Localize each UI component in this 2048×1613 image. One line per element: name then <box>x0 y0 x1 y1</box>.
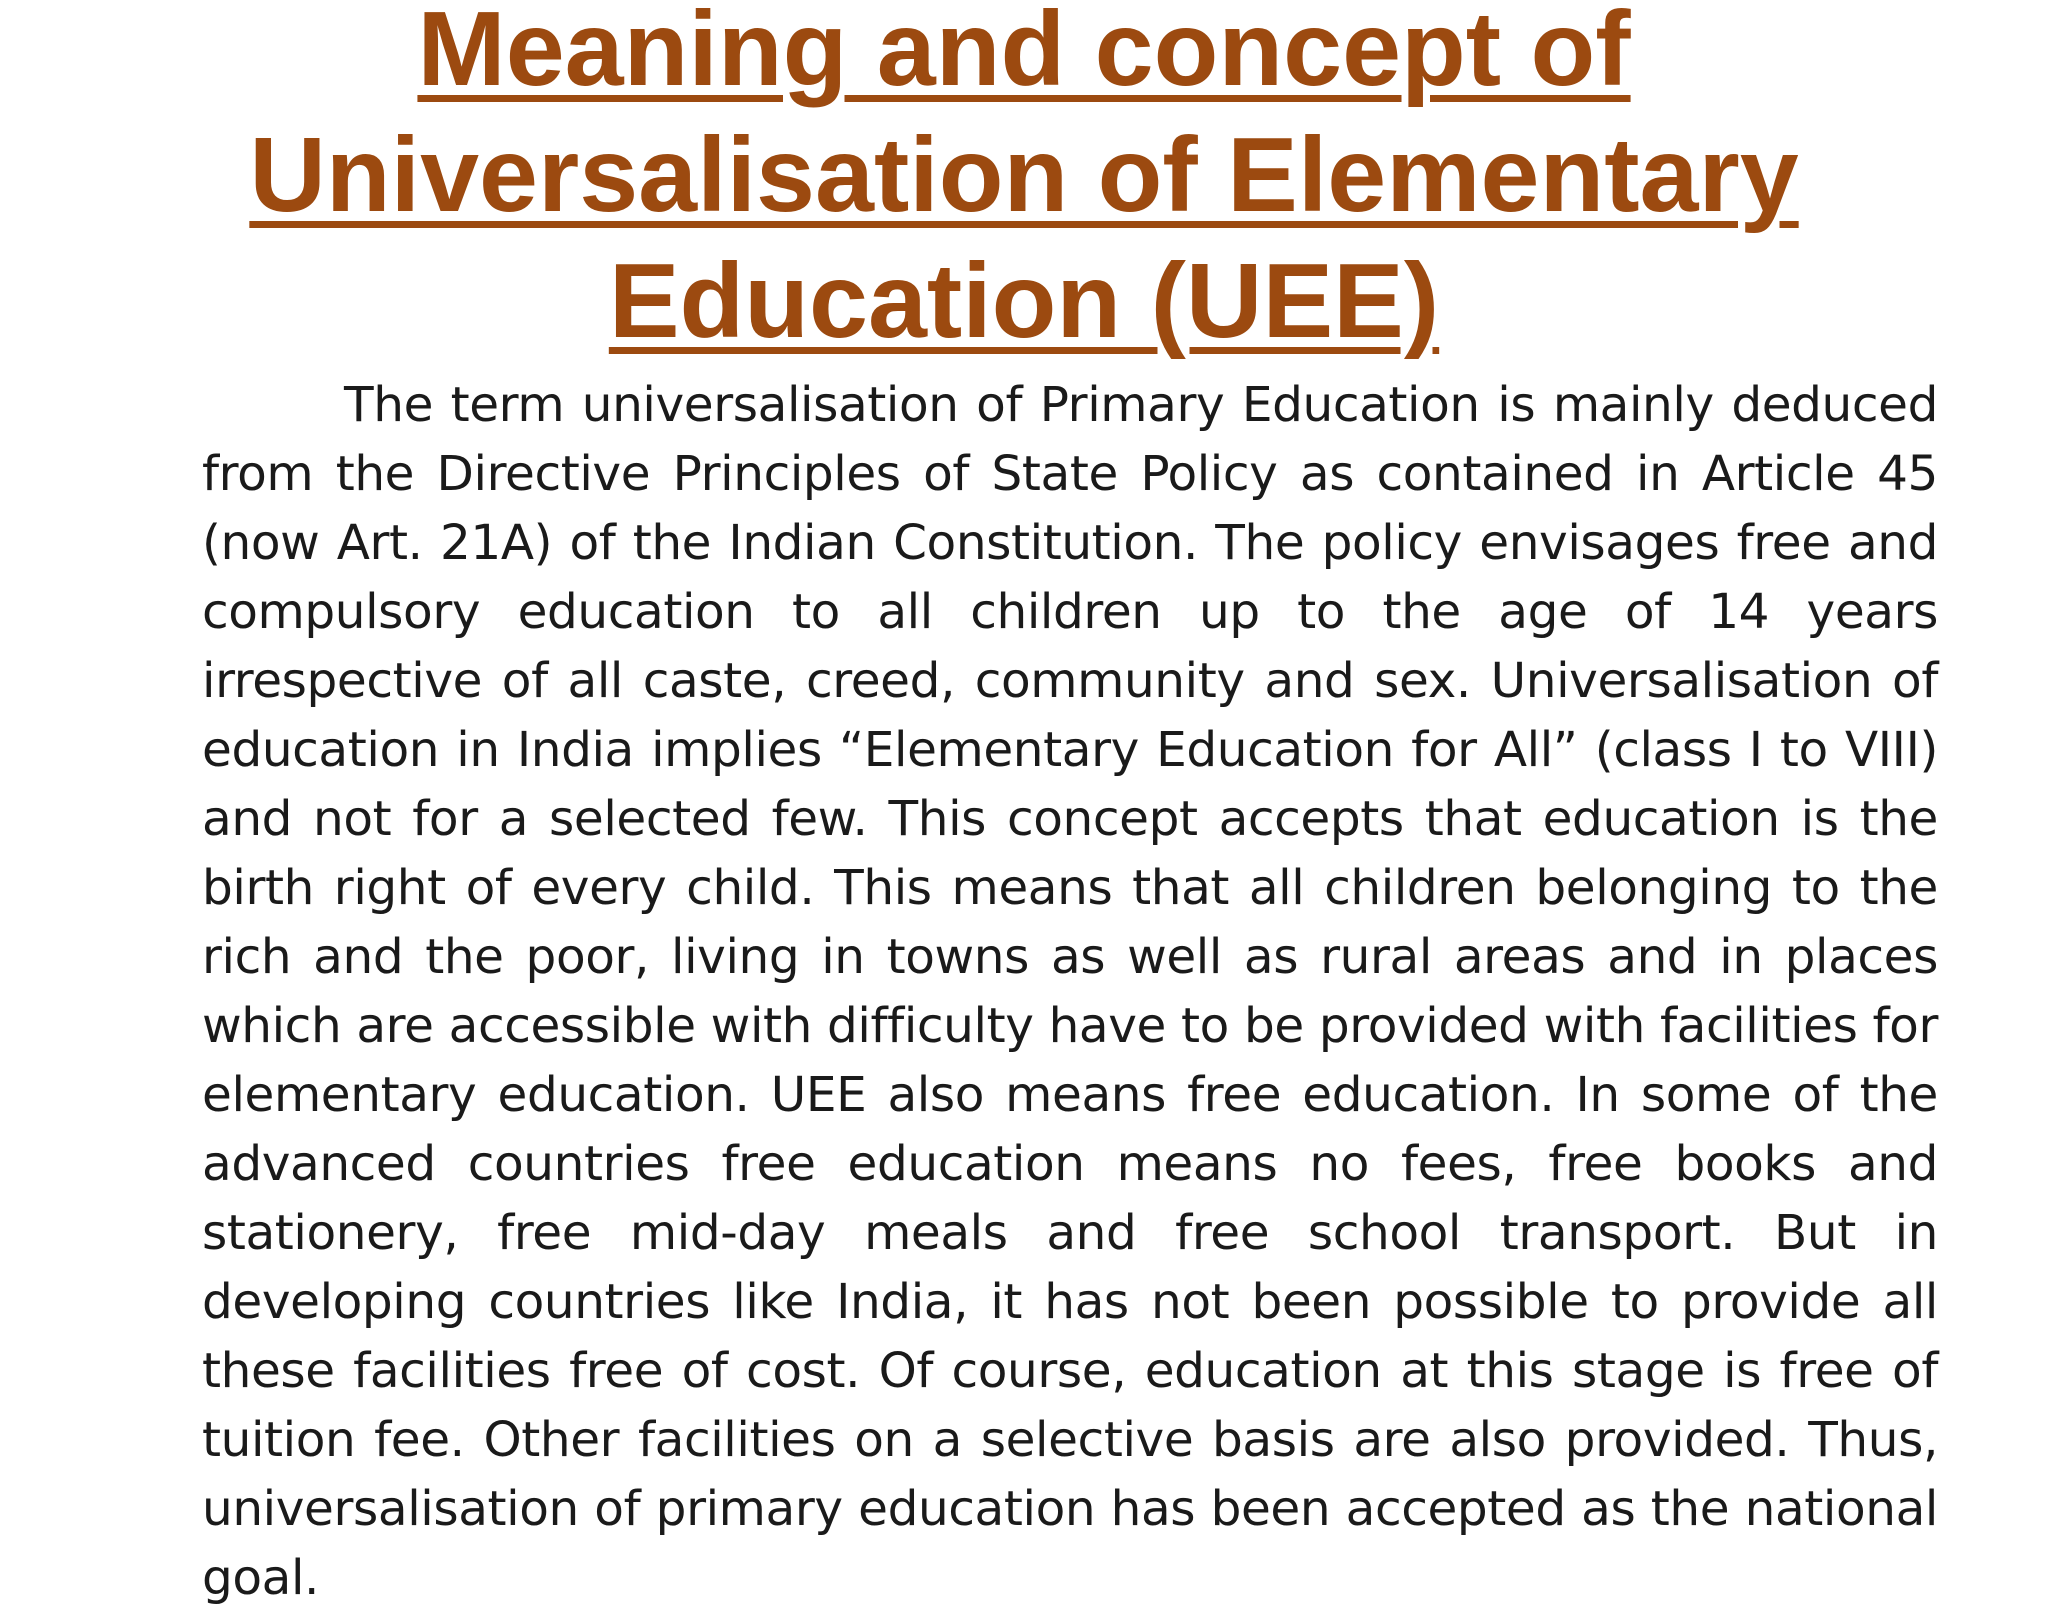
slide-title <box>150 0 1898 364</box>
title-line-1: Meaning and concept of <box>417 0 1631 108</box>
body-paragraph: The term universalisation of Primary Education is mainly deduced from the Directive Principles of State Policy as contained in Article 45 (now Art. 21A) of the Indian Constitution. The policy envisages free and compulsory education to all children up to the age of 14 years irrespective of all caste, creed, community and sex. Universalisation of education in India implies “Elementary Education for All” (class I to VIII) and not for a selected few. This concept accepts that education is the birth right of every child. This means that all children belonging to the rich and the poor, living in towns as well as rural areas and in places which are accessible with difficulty have to be provided with facilities for elementary education. UEE also means free education. In some of the advanced countries free education means no fees, free books and stationery, free mid-day meals and free school transport. But in developing countries like India, it has not been possible to provide all these facilities free of cost. Of course, education at this stage is free of tuition fee. Other facilities on a selective basis are also provided. Thus, universalisation of primary education has been accepted as the national goal. <box>202 377 1938 1606</box>
title-line-2: Universalisation of Elementary <box>249 116 1799 234</box>
title-line-3: Education (UEE) <box>608 242 1440 360</box>
